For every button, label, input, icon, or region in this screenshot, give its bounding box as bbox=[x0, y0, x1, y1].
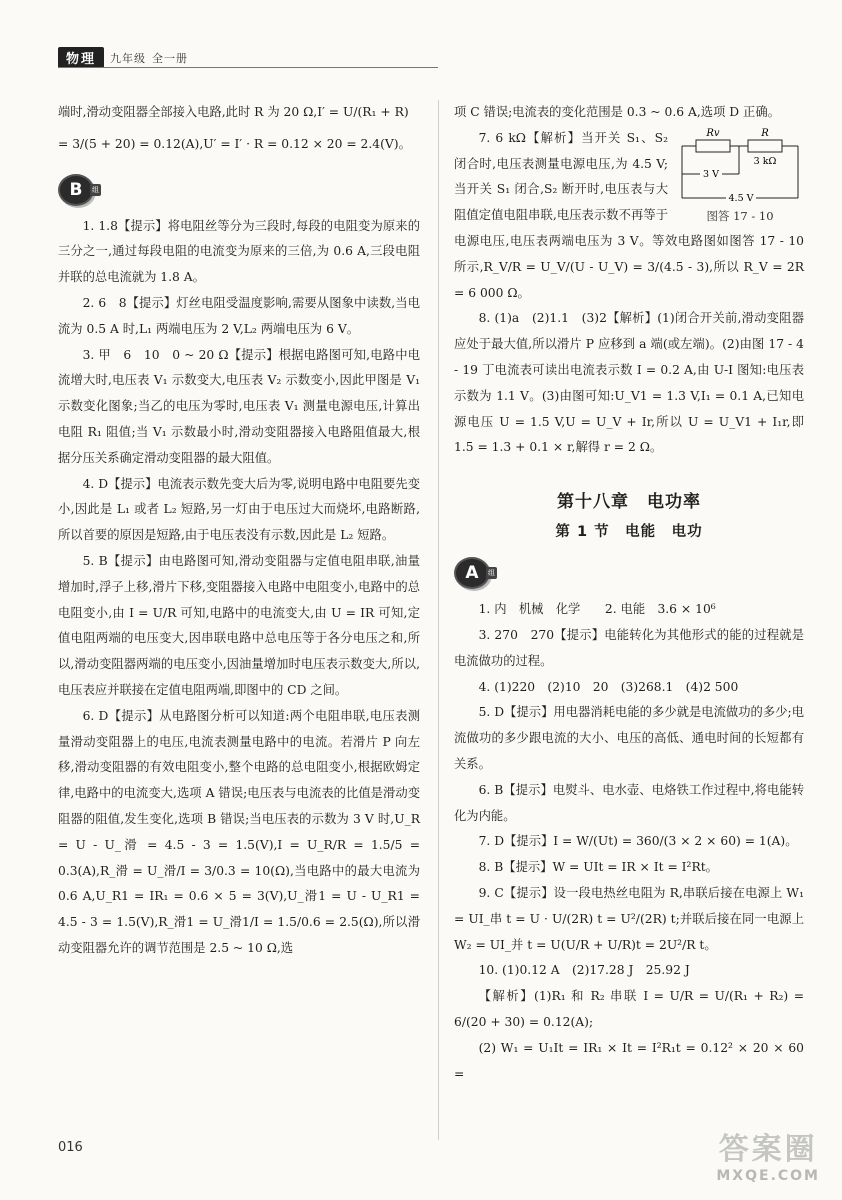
v45-label: 4.5 V bbox=[728, 192, 754, 204]
answer-item: 1. 1.8【提示】将电阻丝等分为三段时,每段的电阻变为原来的三分之一,通过每段电阻的电流变为原来的三倍,为 0.6 A,三段电阻并联的总电流就为 1.8 A。 bbox=[58, 218, 420, 285]
answer-item: 10. (1)0.12 A (2)17.28 J 25.92 J bbox=[478, 963, 690, 978]
answer-item: 8. B【提示】W = UIt = IR × It = I²Rt。 bbox=[478, 860, 718, 875]
badge-tail: 组 bbox=[92, 185, 99, 194]
page-number: 016 bbox=[58, 1140, 83, 1155]
badge-a-icon: A bbox=[454, 557, 490, 589]
column-divider bbox=[438, 100, 439, 1140]
watermark-logo bbox=[716, 1124, 820, 1184]
answer-item: 1. 内 机械 化学 2. 电能 3.6 × 10⁶ bbox=[478, 602, 716, 617]
group-b-badge bbox=[58, 174, 420, 206]
chapter-title: 第十八章 电功率 bbox=[557, 492, 701, 513]
answer-item: 4. (1)220 (2)10 20 (3)268.1 (4)2 500 bbox=[478, 679, 739, 694]
badge-b-icon: B bbox=[58, 174, 94, 206]
intro-line: 端时,滑动变阻器全部接入电路,此时 R 为 20 Ω,I′ = U/(R₁ + R) bbox=[58, 105, 409, 119]
answer-item: 6. D【提示】从电路图分析可以知道:两个电阻串联,电压表测量滑动变阻器上的电压,电流表测量电路中的电流。若滑片 P 向左移,滑动变阻器的有效电阻变小,整个电路的总电阻变小,根据欧姆定律,电路中的电流变大,选项 A 错误;电压表与电流表的比值是滑动变阻器的阻值,发生变化,选项 B 错误;当电压表的示数为 3 V 时,U_R = U - U_滑 = 4.5 - 3 = 1.5(V),I = U_R/R = 1.5/5 = 0.3(A),R_滑 = U_滑/I = 3/0.3 = 10(Ω),当电路中的最大电流为 0.6 A,U_R1 = IR₁ = 0.6 × 5 = 3(V),U_滑1 = U - U_R1 = 4.5 - 3 = 1.5(V),R_滑1 = U_滑1/I = 1.5/0.6 = 2.5(Ω),所以滑动变阻器允许的调节范围是 2.5 ~ 10 Ω,选 bbox=[58, 708, 420, 955]
continuation-text: 项 C 错误;电流表的变化范围是 0.3 ~ 0.6 A,选项 D 正确。 bbox=[454, 105, 780, 119]
answer-item: 5. D【提示】用电器消耗电能的多少就是电流做功的多少;电流做功的多少跟电流的大小、电压的高低、通电时间的长短都有关系。 bbox=[454, 705, 804, 771]
left-column bbox=[58, 100, 420, 962]
figure-caption: 图答 17 - 10 bbox=[706, 208, 774, 223]
answer-item: 3. 甲 6 10 0 ~ 20 Ω【提示】根据电路图可知,电路中电流增大时,电压表 V₁ 示数变大,电压表 V₂ 示数变小,因此甲图是 V₁ 示数变化图象;当乙的电压为零时,电压表 V₁ 测量电源电压,计算出电阻 R₁ 阻值;当 V₁ 示数最小时,滑动变阻器接入电路阻值最大,根据分压关系确定滑动变阻器的最大阻值。 bbox=[58, 347, 420, 465]
badge-tail: 组 bbox=[488, 569, 495, 578]
section-title: 第 1 节 电能 电功 bbox=[555, 524, 703, 541]
intro-line: = 3/(5 + 20) = 0.12(A),U′ = I′ · R = 0.12 × 20 = 2.4(V)。 bbox=[58, 136, 411, 151]
answer-item: 5. B【提示】由电路图可知,滑动变阻器与定值电阻串联,油量增加时,浮子上移,滑片下移,变阻器接入电路中电阻变小,电路中的总电阻变小,由 I = U/R 可知,电路中的电流变大,由 U = IR 可知,定值电阻两端的电压变大,因串联电路中总电压等于各分电压之和,所以,滑动变阻器两端的电压变小,因油量增加时电压表示数变大,所以,电压表应并联接在定值电阻两端,即图中的 CD 之间。 bbox=[58, 553, 420, 697]
answer-item: 7. 6 kΩ【解析】当开关 S₁、S₂ 闭合时,电压表测量电源电压,为 4.5 V;当开关 S₁ 闭合,S₂ 断开时,电压表与大阻值定值电阻串联,电压表示数不再等于电源电压,电压表两端电压为 3 V。等效电路图如图答 17 - 10 所示,R_V/R = U_V/(U - U_V) = 3/(4.5 - 3),所以 R_V = 2R = 6 000 Ω。 bbox=[454, 130, 804, 300]
header-rule bbox=[58, 67, 438, 68]
answer-item: 【解析】(1)R₁ 和 R₂ 串联 I = U/R = U/(R₁ + R₂) = 6/(20 + 30) = 0.12(A); bbox=[454, 989, 804, 1029]
rv-label: Rv bbox=[706, 127, 720, 139]
grade-label: 九年级 bbox=[110, 51, 147, 65]
watermark-url: MXQE.COM bbox=[716, 1168, 820, 1184]
r-label: R bbox=[761, 127, 769, 139]
subject-badge: 物理 bbox=[58, 47, 104, 68]
v3-label: 3 V bbox=[703, 168, 719, 180]
answer-item: 6. B【提示】电熨斗、电水壶、电烙铁工作过程中,将电能转化为内能。 bbox=[454, 782, 804, 823]
r-value-label: 3 kΩ bbox=[753, 155, 777, 167]
volume-label: 全一册 bbox=[152, 51, 189, 65]
circuit-figure bbox=[676, 126, 804, 224]
group-a-badge bbox=[454, 557, 804, 589]
answer-item: 9. C【提示】设一段电热丝电阻为 R,串联后接在电源上 W₁ = UI_串 t = U · U/(2R) t = U²/(2R) t;并联后接在同一电源上 W₂ = UI_并 t = U(U/R + U/R)t = 2U²/R t。 bbox=[454, 885, 804, 952]
running-header bbox=[58, 47, 188, 68]
answer-item: 4. D【提示】电流表示数先变大后为零,说明电路中电阻要先变小,因此是 L₁ 或者 L₂ 短路,另一灯由于电压过大而烧坏,电路断路,所以首要的原因是短路,由于电压表没有示数,因此是 L₂ 短路。 bbox=[58, 476, 420, 543]
watermark-main: 答案圈 bbox=[718, 1132, 818, 1167]
answer-item: 3. 270 270【提示】电能转化为其他形式的能的过程就是电流做功的过程。 bbox=[454, 627, 804, 668]
right-column bbox=[454, 100, 804, 1087]
answer-item: 7. D【提示】I = W/(Ut) = 360/(3 × 2 × 60) = 1(A)。 bbox=[478, 834, 798, 849]
answer-item: (2) W₁ = U₁It = IR₁ × It = I²R₁t = 0.12² × 20 × 60 = bbox=[454, 1040, 804, 1081]
circuit-diagram bbox=[676, 126, 804, 206]
answer-item: 2. 6 8【提示】灯丝电阻受温度影响,需要从图象中读数,当电流为 0.5 A 时,L₁ 两端电压为 2 V,L₂ 两端电压为 6 V。 bbox=[58, 295, 420, 336]
answer-item: 8. (1)a (2)1.1 (3)2【解析】(1)闭合开关前,滑动变阻器应处于最大值,所以滑片 P 应移到 a 端(或左端)。(2)由图 17 - 4 - 19 丁电流表可读出电流表示数 I = 0.2 A,由 U-I 图知:电压表示数为 1.1 V。(3)由图可知:U_V1 = 1.3 V,I₁ = 0.1 A,已知电源电压 U = 1.5 V,U = U_V + Ir,所以 U = U_V1 + I₁r,即 1.5 = 1.3 + 0.1 × r,解得 r = 2 Ω。 bbox=[454, 311, 804, 455]
